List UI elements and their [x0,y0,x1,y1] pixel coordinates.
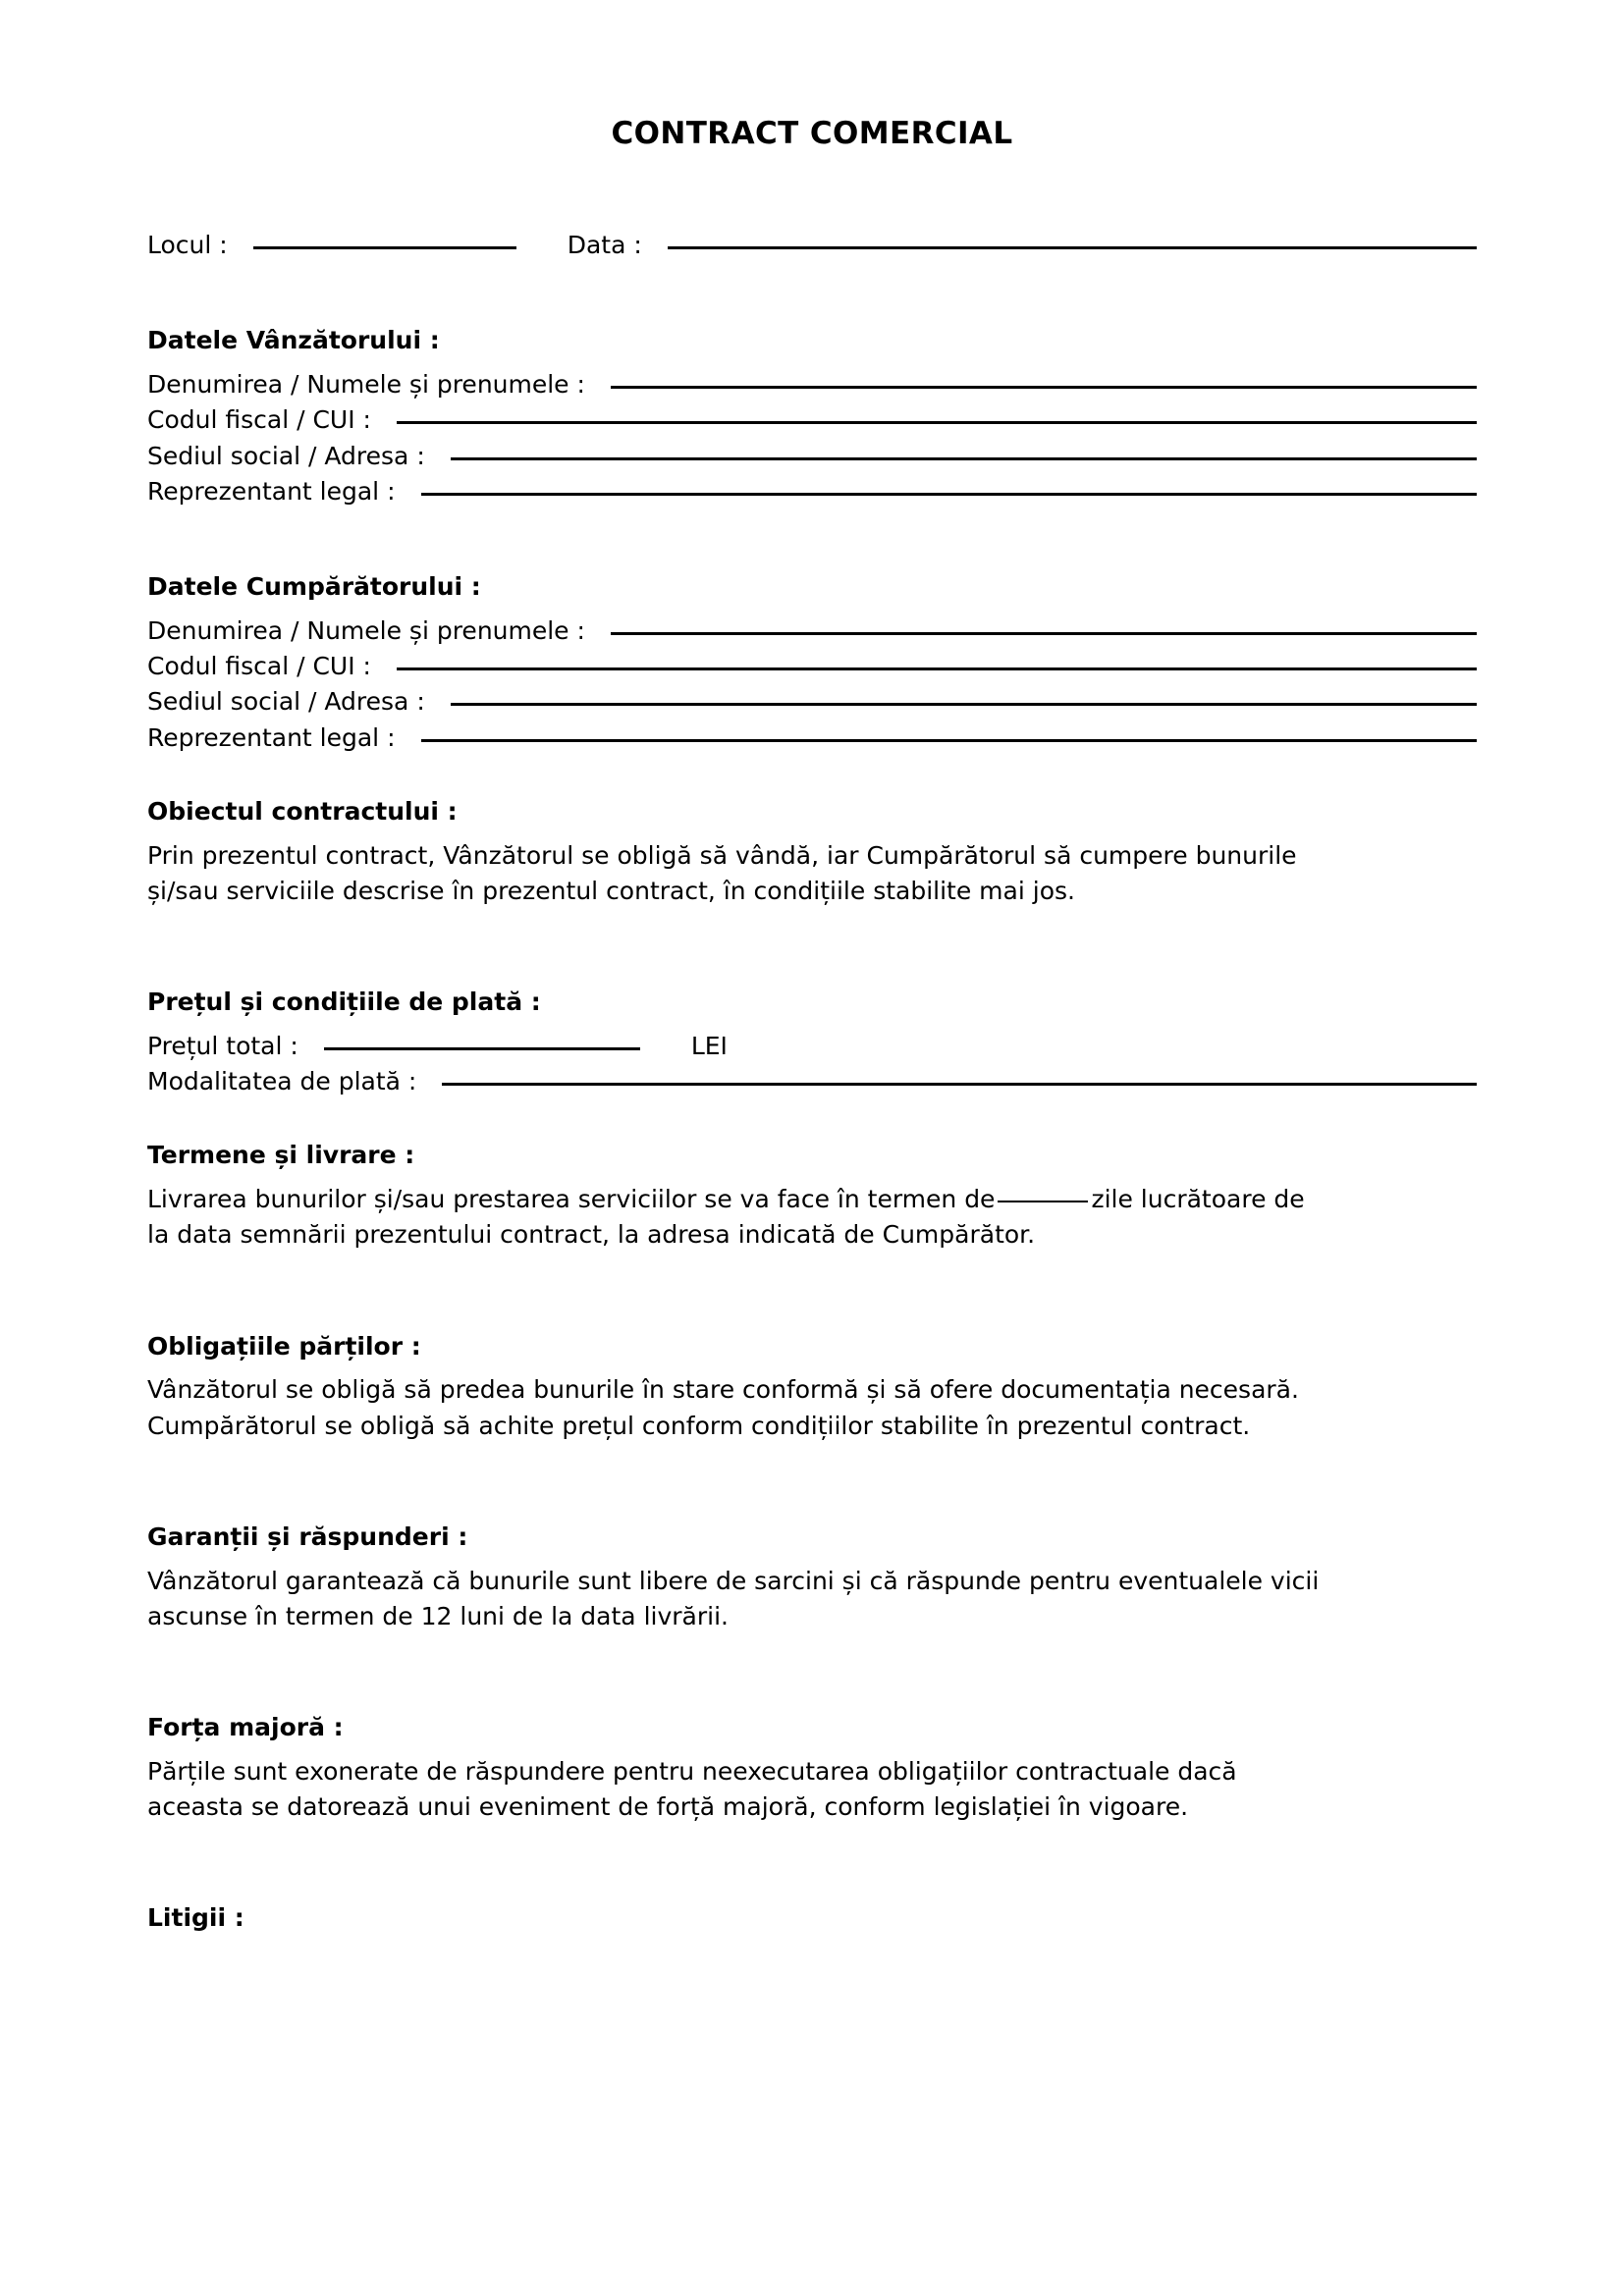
obligations-section [147,1330,1477,1444]
obligations-text-line-1: Vânzătorul se obligă să predea bunurile în stare conformă și să ofere documentația necesară. [147,1375,1299,1405]
buyer-address-label: Sediul social / Adresa : [147,687,425,717]
delivery-heading: Termene și livrare : [147,1141,415,1170]
warranties-text-line-2: ascunse în termen de 12 luni de la data livrării. [147,1601,729,1630]
obligations-text-line-2: Cumpărătorul se obligă să achite prețul conform condițiilor stabilite în prezentul contract. [147,1411,1251,1440]
delivery-text-line-2: la data semnării prezentului contract, la adresa indicată de Cumpărător. [147,1220,1036,1250]
seller-address-input-rule[interactable] [451,457,1477,460]
seller-address-row [147,439,1477,474]
date-input-rule[interactable] [668,246,1477,249]
delivery-section [147,1139,1477,1253]
seller-representative-label: Reprezentant legal : [147,476,396,506]
object-section [147,795,1477,909]
seller-section [147,324,1477,509]
price-total-input-rule[interactable] [324,1047,640,1050]
buyer-address-row [147,684,1477,720]
seller-name-row [147,367,1477,402]
place-label: Locul : [147,231,228,259]
seller-address-label: Sediul social / Adresa : [147,441,425,470]
delivery-days-input-rule[interactable] [998,1201,1088,1202]
price-total-row [147,1029,1477,1064]
currency-label: LEI [690,1031,728,1060]
delivery-text-after-blank: zile lucrătoare de [1091,1185,1305,1213]
date-label: Data : [567,231,642,259]
place-input-rule[interactable] [253,246,516,249]
force-majeure-text-line-2: aceasta se datorează unui eveniment de forță majoră, conform legislației în vigoare. [147,1792,1189,1821]
seller-representative-row [147,474,1477,509]
warranties-heading: Garanții și răspunderi : [147,1522,468,1551]
seller-fiscal-code-row [147,402,1477,438]
seller-name-label: Denumirea / Numele și prenumele : [147,370,585,399]
object-text-line-1: Prin prezentul contract, Vânzătorul se obligă să vândă, iar Cumpărătorul să cumpere bunurile [147,840,1297,870]
warranties-section [147,1521,1477,1634]
buyer-heading: Datele Cumpărătorului : [147,572,481,601]
delivery-text-before-blank: Livrarea bunurilor și/sau prestarea serviciilor se va face în termen de [147,1185,996,1213]
seller-name-input-rule[interactable] [611,386,1477,389]
seller-fiscal-code-input-rule[interactable] [397,421,1477,424]
payment-method-row [147,1064,1477,1099]
delivery-text-line-1 [147,1182,1477,1217]
price-section [147,986,1477,1099]
place-date-row [147,228,1477,263]
litigation-heading: Litigii : [147,1903,244,1933]
seller-heading: Datele Vânzătorului : [147,326,440,355]
buyer-address-input-rule[interactable] [451,703,1477,706]
buyer-section [147,570,1477,756]
buyer-representative-label: Reprezentant legal : [147,722,396,752]
object-heading: Obiectul contractului : [147,796,458,826]
page-title: CONTRACT COMERCIAL [611,116,1013,151]
payment-method-input-rule[interactable] [442,1083,1477,1086]
seller-representative-input-rule[interactable] [421,493,1477,496]
seller-fiscal-code-label: Codul fiscal / CUI : [147,405,371,435]
force-majeure-heading: Forța majoră : [147,1713,344,1741]
price-total-label: Prețul total : [147,1031,298,1060]
force-majeure-section [147,1711,1477,1825]
payment-method-label: Modalitatea de plată : [147,1067,417,1095]
buyer-fiscal-code-input-rule[interactable] [397,667,1477,670]
object-text-line-2: și/sau serviciile descrise în prezentul contract, în condițiile stabilite mai jos. [147,876,1075,905]
force-majeure-text-line-1: Părțile sunt exonerate de răspundere pentru neexecutarea obligațiilor contractuale dacă [147,1756,1237,1786]
buyer-fiscal-code-row [147,649,1477,684]
buyer-fiscal-code-label: Codul fiscal / CUI : [147,652,371,680]
buyer-representative-row [147,721,1477,756]
price-heading: Prețul și condițiile de plată : [147,988,541,1016]
buyer-name-input-rule[interactable] [611,632,1477,635]
warranties-text-line-1: Vânzătorul garantează că bunurile sunt libere de sarcini și că răspunde pentru eventualele vicii [147,1566,1320,1595]
obligations-heading: Obligațiile părților : [147,1331,421,1361]
litigation-section [147,1901,1477,1935]
buyer-representative-input-rule[interactable] [421,739,1477,742]
buyer-name-row [147,614,1477,649]
buyer-name-label: Denumirea / Numele și prenumele : [147,615,585,645]
